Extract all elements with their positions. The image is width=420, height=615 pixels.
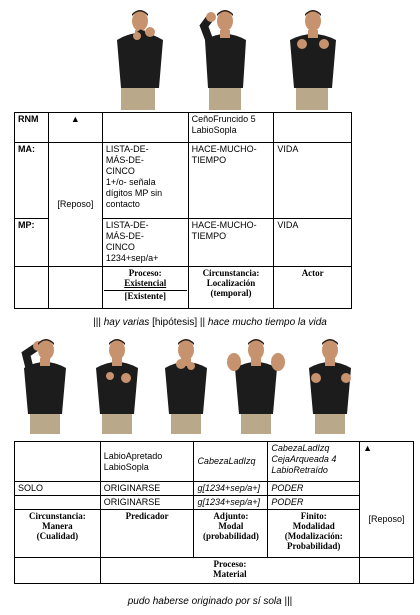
t2-an-circ: Circunstancia: Manera (Cualidad) xyxy=(15,510,101,558)
t1-rnm-c3 xyxy=(102,113,188,143)
t2-proc-c1 xyxy=(15,558,101,584)
t2-h-c2: LabioApretado LabioSopla xyxy=(100,442,194,482)
t2-h-c3: CabezaLadIzq xyxy=(194,442,268,482)
t2-an-pred: Predicador xyxy=(100,510,194,558)
analysis-proceso: Proceso: xyxy=(128,268,162,278)
t2-proc-c5 xyxy=(360,558,414,584)
caption-2 xyxy=(14,596,406,607)
t2-r2-c2: ORIGINARSE xyxy=(100,496,194,510)
caption1-text-a: hay varias xyxy=(103,317,153,328)
signer-photo-4 xyxy=(16,334,74,434)
caption1-bars-b: || xyxy=(197,317,208,328)
t1-rnm-c5 xyxy=(274,113,352,143)
t1-an-c1 xyxy=(15,267,49,309)
t2-an-fin: Finito: Modalidad (Modalización: Probabilidad) xyxy=(268,510,360,558)
caption1-bracket: [hipótesis] xyxy=(152,317,198,328)
caption-1 xyxy=(14,317,406,328)
t2-solo-c3: g[1234+sep/a+] xyxy=(194,482,268,496)
reposo-cell-2: [Reposo] xyxy=(360,482,414,558)
signer-photo-1 xyxy=(107,4,173,110)
t1-mp-c5: VIDA xyxy=(274,219,352,267)
caption2-text: pudo haberse originado por sí sola xyxy=(127,596,282,607)
row-label-ma: MA: xyxy=(15,143,49,219)
t2-r2-c3: g[1234+sep/a+] xyxy=(194,496,268,510)
t1-rnm-c4: CeñoFruncido 5 LabioSopla xyxy=(188,113,274,143)
t1-mp-c3: LISTA-DE- MÁS-DE- CINCO 1234+sep/a+ xyxy=(102,219,188,267)
analysis-actor: Actor xyxy=(274,267,352,309)
signer-photo-5 xyxy=(88,334,146,434)
signer-photo-7 xyxy=(224,334,288,434)
t1-ma-c5: VIDA xyxy=(274,143,352,219)
up-triangle-icon-2: ▲ xyxy=(360,442,414,482)
signer-photo-6 xyxy=(157,334,215,434)
caption1-text-b: hace mucho tiempo la vida xyxy=(207,317,327,328)
analysis-existente: [Existente] xyxy=(104,290,187,301)
t2-r2-c4: PODER xyxy=(268,496,360,510)
reposo-cell-1: [Reposo] xyxy=(48,143,102,267)
caption2-bars: ||| xyxy=(281,596,293,607)
up-triangle-icon: ▲ xyxy=(48,113,102,143)
analysis-loc-label: Localización xyxy=(206,278,256,288)
t1-an-c2 xyxy=(48,267,102,309)
t1-ma-c4: HACE-MUCHO- TIEMPO xyxy=(188,143,274,219)
gloss-table-2 xyxy=(14,441,414,584)
analysis-proceso-existencial xyxy=(102,267,188,309)
signer-photo-3 xyxy=(282,4,344,110)
t2-solo-c4: PODER xyxy=(268,482,360,496)
signer-photo-2 xyxy=(196,4,254,110)
signer-photo-8 xyxy=(300,334,360,434)
t1-mp-c4: HACE-MUCHO- TIEMPO xyxy=(188,219,274,267)
analysis-circunstancia xyxy=(188,267,274,309)
analysis-temporal-label: (temporal) xyxy=(210,288,252,298)
row-label-mp: MP: xyxy=(15,219,49,267)
t2-h-c4: CabezaLadIzq CejaArqueada 4 LabioRetraído xyxy=(268,442,360,482)
analysis-existencial: Existencial xyxy=(124,278,167,288)
t2-solo-c2: ORIGINARSE xyxy=(100,482,194,496)
gloss-table-1 xyxy=(14,112,352,309)
t2-an-adj: Adjunto: Modal (probabilidad) xyxy=(194,510,268,558)
t2-an-proc: Proceso: Material xyxy=(100,558,359,584)
caption1-bars-a: ||| xyxy=(93,317,104,328)
row-label-rnm: RNM xyxy=(15,113,49,143)
analysis-circ-label: Circunstancia: xyxy=(202,268,260,278)
t2-solo-label: SOLO xyxy=(15,482,101,496)
t1-ma-c3: LISTA-DE- MÁS-DE- CINCO 1+/o- señala dígitos MP sin contacto xyxy=(102,143,188,219)
t2-r2-label xyxy=(15,496,101,510)
t2-h-c1 xyxy=(15,442,101,482)
